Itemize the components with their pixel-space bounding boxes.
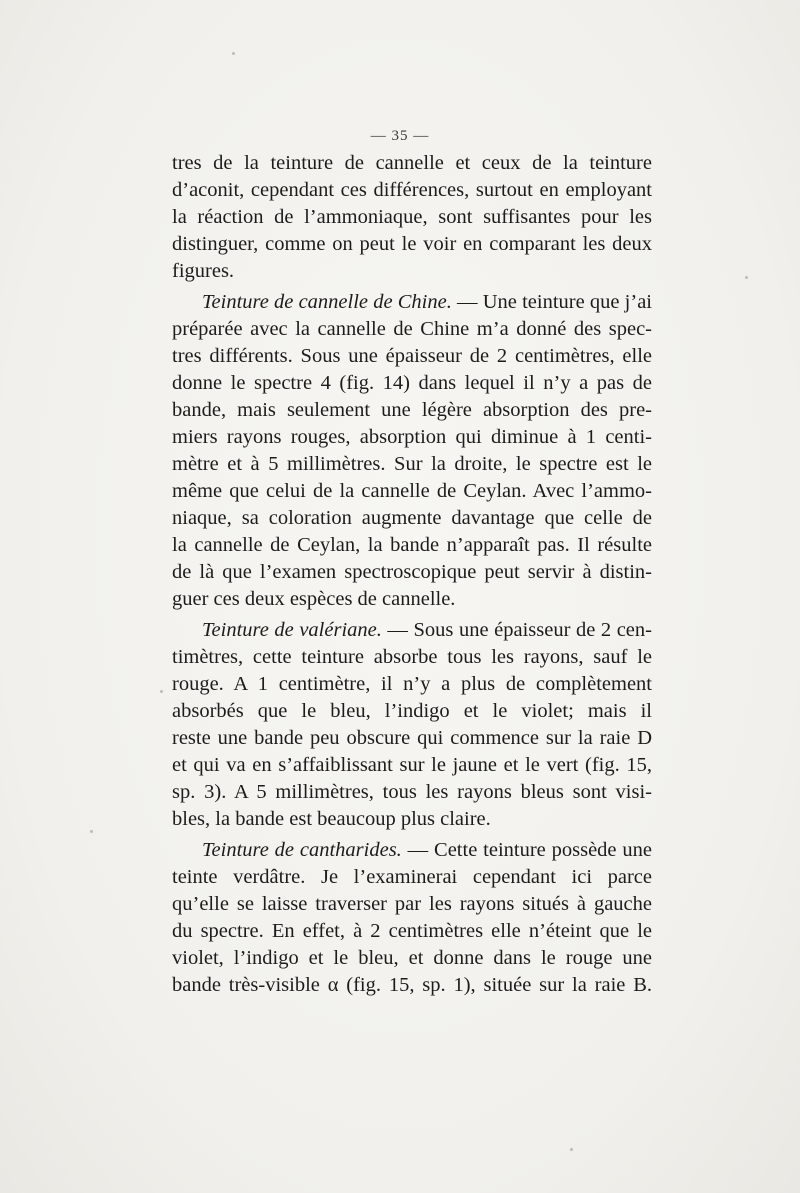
text-line: rouge. A 1 centimètre, il n’y a plus de complètement	[172, 673, 652, 695]
text-line: guer ces deux espèces de cannelle.	[172, 588, 456, 610]
text-line-first	[172, 289, 652, 316]
text-run: — Sous une épaisseur de 2 cen-	[381, 619, 652, 641]
text-line: bande très-visible α (fig. 15, sp. 1), située sur la raie B.	[172, 974, 652, 996]
text-line: préparée avec la cannelle de Chine m’a donné des spec-	[172, 318, 652, 340]
text-run: — Cette teinture possède une	[401, 839, 652, 861]
text-line: timètres, cette teinture absorbe tous les rayons, sauf le	[172, 646, 652, 668]
text-line: du spectre. En effet, à 2 centimètres elle n’éteint que le	[172, 920, 652, 942]
paragraph-valeriane	[172, 617, 652, 833]
text-line: bande, mais seulement une légère absorption des pre-	[172, 399, 652, 421]
text-line: tres différents. Sous une épaisseur de 2 centimètres, elle	[172, 345, 652, 367]
paper-speck	[160, 690, 163, 693]
text-line: sp. 3). A 5 millimètres, tous les rayons bleus sont visi-	[172, 781, 652, 803]
paragraph-aconit-comparison	[172, 150, 652, 285]
paper-speck	[745, 276, 748, 279]
section-title-cantharides: Teinture de cantharides.	[202, 839, 402, 861]
text-line-first	[172, 837, 652, 864]
text-line: qu’elle se laisse traverser par les rayons situés à gauche	[172, 893, 652, 915]
paper-speck	[570, 1148, 573, 1151]
page-number: — 35 —	[370, 128, 430, 144]
text-line: violet, l’indigo et le bleu, et donne dans le rouge une	[172, 947, 652, 969]
text-line: la cannelle de Ceylan, la bande n’apparaît pas. Il résulte	[172, 534, 652, 556]
text-line-first	[172, 617, 652, 644]
text-line: reste une bande peu obscure qui commence sur la raie D	[172, 727, 652, 749]
text-line: distinguer, comme on peut le voir en comparant les deux	[172, 233, 652, 255]
text-line: mètre et à 5 millimètres. Sur la droite, le spectre est le	[172, 453, 652, 475]
text-line: donne le spectre 4 (fig. 14) dans lequel il n’y a pas de	[172, 372, 652, 394]
paper-speck	[90, 830, 93, 833]
text-line: la réaction de l’ammoniaque, sont suffisantes pour les	[172, 206, 652, 228]
text-line: bles, la bande est beaucoup plus claire.	[172, 808, 491, 830]
text-line: d’aconit, cependant ces différences, surtout en employant	[172, 179, 652, 201]
paragraph-cannelle-chine	[172, 289, 652, 613]
paper-speck	[232, 52, 235, 55]
section-title-cannelle-chine: Teinture de cannelle de Chine.	[202, 291, 452, 313]
text-line: et qui va en s’affaiblissant sur le jaune et le vert (fig. 15,	[172, 754, 652, 776]
text-run: — Une teinture que j’ai	[451, 291, 652, 313]
text-line: absorbés que le bleu, l’indigo et le violet; mais il	[172, 700, 652, 722]
text-line: même que celui de la cannelle de Ceylan. Avec l’ammo-	[172, 480, 652, 502]
paragraph-cantharides	[172, 837, 652, 999]
text-line: niaque, sa coloration augmente davantage que celle de	[172, 507, 652, 529]
text-line: teinte verdâtre. Je l’examinerai cependant ici parce	[172, 866, 652, 888]
text-line: tres de la teinture de cannelle et ceux de la teinture	[172, 152, 652, 174]
body-text	[172, 150, 652, 999]
section-title-valeriane: Teinture de valériane.	[202, 619, 382, 641]
text-line: de là que l’examen spectroscopique peut servir à distin-	[172, 561, 652, 583]
text-line: figures.	[172, 260, 235, 282]
text-line: miers rayons rouges, absorption qui diminue à 1 centi-	[172, 426, 652, 448]
